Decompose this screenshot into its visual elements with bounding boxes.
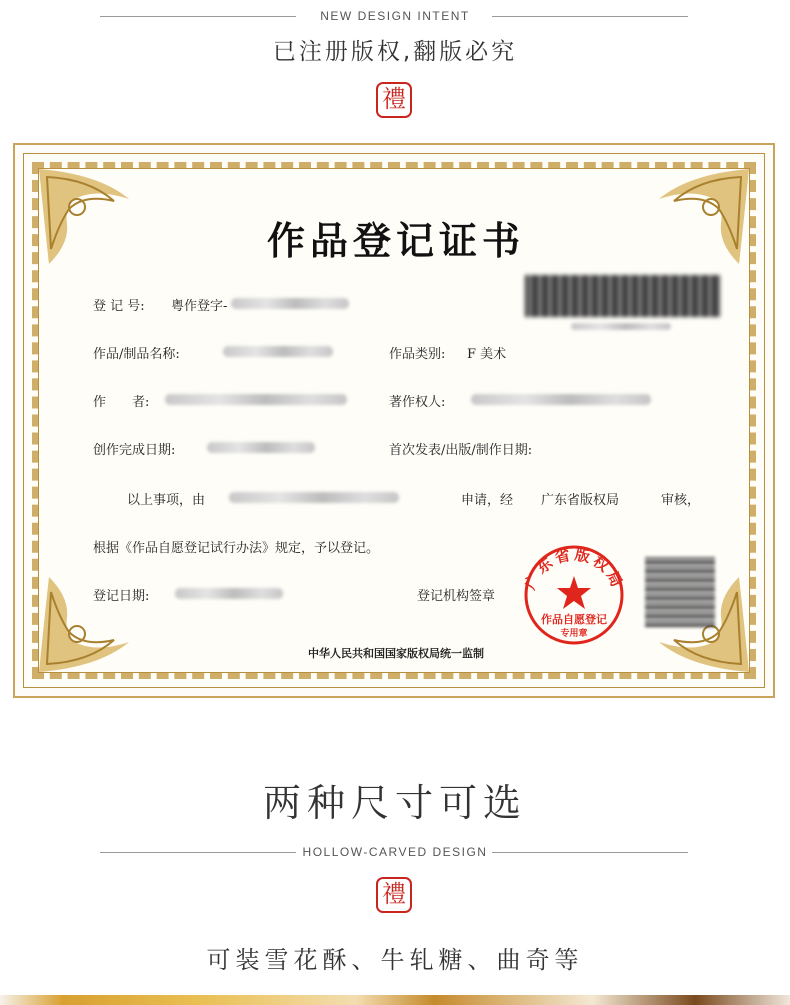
category-label: 作品类别: <box>389 347 446 362</box>
bureau-name: 广东省版权局 <box>541 493 620 508</box>
seal-icon: 禮 <box>376 82 412 118</box>
statement-regulation: 根据《作品自愿登记试行办法》规定，予以登记。 <box>93 541 380 556</box>
reg-no-label: 登 记 号: <box>93 299 145 314</box>
redacted-reg-date <box>175 588 283 599</box>
redacted-author <box>165 394 347 405</box>
author-label: 作 者: <box>93 395 150 410</box>
completion-date-label: 创作完成日期: <box>93 443 176 458</box>
redacted-work-name <box>223 346 333 357</box>
work-name-label: 作品/制品名称: <box>93 347 180 362</box>
redacted-copyright-owner <box>471 394 651 405</box>
certificate-title: 作品登记证书 <box>266 218 525 263</box>
stamp-line-2: 专用章 <box>560 629 588 639</box>
blurred-qr-code <box>645 557 715 627</box>
stamp-line-1: 作品自愿登记 <box>541 613 607 626</box>
size-options-title: 两种尺寸可选 <box>262 781 527 825</box>
category-value: F 美术 <box>467 347 507 362</box>
redacted-reg-no <box>231 298 349 309</box>
section2-divider-right <box>492 852 688 853</box>
reg-no-value: 粤作登字- <box>171 299 228 314</box>
publish-date-label: 首次发表/出版/制作日期: <box>389 443 533 458</box>
agency-sign-label: 登记机构签章 <box>417 589 496 604</box>
section2-en-title: HOLLOW-CARVED DESIGN <box>302 845 488 859</box>
official-red-stamp <box>515 543 633 645</box>
copyright-owner-label: 著作权人: <box>389 395 446 410</box>
product-photo-strip <box>0 995 790 1005</box>
header-divider-right <box>492 16 688 17</box>
statement-prefix: 以上事项，由 <box>127 493 206 508</box>
redacted-applicant <box>229 492 399 503</box>
header-en-title: NEW DESIGN INTENT <box>320 9 470 23</box>
contents-description: 可装雪花酥、牛轧糖、曲奇等 <box>206 946 584 974</box>
copyright-certificate <box>13 143 775 698</box>
redacted-completion-date <box>207 442 315 453</box>
reg-date-label: 登记日期: <box>93 589 150 604</box>
certificate-footer: 中华人民共和国国家版权局统一监制 <box>308 647 484 660</box>
seal-icon-2: 禮 <box>376 877 412 913</box>
redacted-barcode-number <box>571 323 671 330</box>
copyright-notice: 已注册版权,翻版必究 <box>272 39 518 65</box>
blurred-barcode <box>525 275 720 317</box>
apply-text: 申请，经 <box>461 493 514 508</box>
stamp-arc-text: 广东省版权局 <box>520 545 628 593</box>
review-text: 审核， <box>661 493 701 508</box>
star-icon <box>557 576 591 609</box>
